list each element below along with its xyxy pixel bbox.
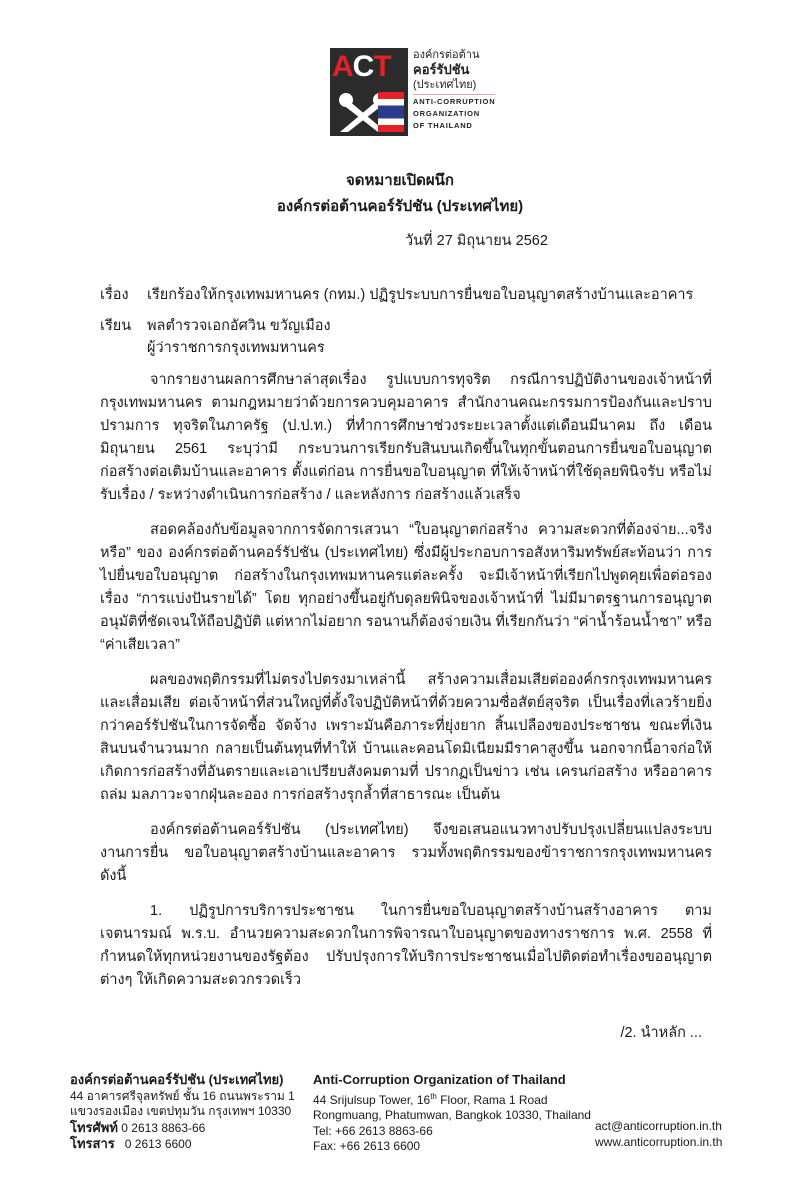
act-logo [330,48,500,136]
paragraph-3-line: ปรากฏเป็นข่าว เช่น เครนก่อสร้าง หรืออาคารถล่ม มลภาวะจากฝุ่นละออง การก่อสร้างรุกล้ำที่สาธารณะ เป็นต้น [100,764,712,803]
letter-date: วันที่ 27 มิถุนายน 2562 [405,233,548,249]
paragraph-5-line: อำนวยความสะดวกในการพิจารณาใบอนุญาตของทางราชการ พ.ศ. 2558 ที่กำหนดให้ทุกหน่วยงานของรัฐต้อง [100,926,713,965]
paragraph-3-line: ผลของพฤติกรรมที่ไม่ตรงไปตรงมาเหล่านี้ สร้างความเสื่อมเสียต่อองค์กรกรุงเทพมหานคร และเสื่อมเสีย [100,672,712,711]
footer-th-address1: 44 อาคารศรีจุลทรัพย์ ชั้น 16 ถนนพระราม 1 [70,1088,295,1103]
footer-en [313,1072,595,1155]
recipient-row [100,315,712,337]
paragraph-5 [100,900,712,992]
logo-mark: ACT [330,48,408,136]
paragraph-2-line: องค์กรต่อต้านคอร์รัปชัน (ประเทศไทย) ซึ่งมีผู้ประกอบการอสังหาริมทรัพย์สะท้อนว่า การไปยื่นขอใบอนุญาต [100,545,712,584]
footer-website[interactable]: www.anticorruption.in.th [595,1134,723,1149]
paragraph-4 [100,819,712,888]
paragraph-4-line: ขอใบอนุญาตสร้างบ้านและอาคาร รวมทั้งพฤติกรรมของข้าราชการกรุงเทพมหานคร ดังนี้ [100,845,713,884]
recipient-label: เรียน [100,318,132,334]
footer-th-address2: แขวงรองเมือง เขตปทุมวัน กรุงเทพฯ 10330 [70,1104,292,1118]
letter-title: จดหมายเปิดผนึก [345,172,455,189]
logo-th-3: (ประเทศไทย) [413,78,495,95]
paragraph-5-line: ปรับปรุงการให้บริการประชาชนเมื่อไปติดต่อทำเรื่องขออนุญาตต่างๆ ให้เกิดความสะดวกรวดเร็ว [100,949,712,988]
footer-contact [595,1072,800,1155]
footer-en-fax: Fax: +66 2613 6600 [313,1139,421,1153]
logo-en-2: ORGANIZATION [413,109,480,118]
letter-body [100,369,712,992]
footer-th-fax: 0 2613 6600 [124,1137,192,1151]
footer-th [70,1072,313,1155]
org-title: องค์กรต่อต้านคอร์รัปชัน (ประเทศไทย) [276,198,524,215]
paragraph-1-line: ทุจริตในภาครัฐ (ป.ป.ท.) ที่ทำการศึกษาช่วงระยะเวลาตั้งแต่เดือนมีนาคม ถึง เดือนมิถุนายน 2561 ระบุว่ามี [100,418,712,457]
continuation-note: /2. นำหลัก ... [620,1025,702,1041]
logo-th-2: คอร์รัปชัน [413,62,470,77]
paragraph-3-line: ต่อเจ้าหน้าที่ส่วนใหญ่ที่ตั้งใจปฏิบัติหน้าที่ด้วยความซื่อสัตย์สุจริต เป็นเรื่องที่เลวร้ายยิ่งกว่าคอร์รัปชันในการจัดซื้อ [100,695,712,734]
paragraph-2-line: รอนานก็ต้องจ่ายเงิน ที่เรียกกันว่า “ค่าน้ำร้อนน้ำชา” หรือ “ค่าเสียเวลา” [100,614,712,653]
recipient-position: ผู้ว่าราชการกรุงเทพมหานคร [147,340,325,356]
paragraph-3-line: จัดจ้าง เพราะมันคือภาระที่ยุ่งยาก สิ้นเปลืองของประชาชน ขณะที่เงินสินบนจำนวนมาก กลายเป็นต้นทุนที่ทำให้ [100,718,712,757]
paragraph-1-line: กรุงเทพมหานคร ตามกฎหมายว่าด้วยการควบคุมอาคาร สำนักงานคณะกรรมการป้องกันและปราบปรามการ [100,395,712,434]
paragraph-2-line: ก่อสร้างในกรุงเทพมหานครแต่ละครั้ง จะมีเจ้าหน้าที่เรียกไปพูดคุยเพื่อต่อรองเรื่อง “การแบ่งปันรายได้” โดย [100,568,712,607]
paragraph-3-line: บ้านและคอนโดมิเนียมมีราคาสูงขึ้น นอกจากนี้อาจก่อให้เกิดการก่อสร้างที่อันตรายและเอาเปรียบสังคมตามที่ [100,741,712,780]
logo-en-3: OF THAILAND [413,121,473,130]
paragraph-1-line: ก่อสร้างแล้วเสร็จ [414,487,521,503]
footer-th-fax-label: โทรสาร [70,1136,115,1151]
paragraph-2-line: สอดคล้องกับข้อมูลจากการจัดการเสวนา “ใบอนุญาตก่อสร้าง ความสะดวกที่ต้องจ่าย...จริงหรือ” ของ [100,522,712,561]
footer-th-tel-label: โทรศัพท์ [70,1119,118,1135]
logo-th-1: องค์กรต่อต้าน [413,49,480,61]
paragraph-1-line: กระบวนการเรียกรับสินบนเกิดขึ้นในทุกขั้นตอนการยื่นขอใบอนุญาตก่อสร้างต่อเติมบ้านและอาคาร ตั้งแต่ก่อน [100,441,712,480]
logo-en-1: ANTI-CORRUPTION [413,97,496,106]
paragraph-2-line: ทุกอย่างขึ้นอยู่กับดุลยพินิจของเจ้าหน้าที่ ไม่มีมาตรฐานการอนุญาตอนุมัติที่ชัดเจนให้ถือปฏิบัติ แต่หากไม่อยาก [100,591,712,630]
footer-en-name: Anti-Corruption Organization of Thailand [313,1072,566,1087]
footer-en-address2: Rongmuang, Phatumwan, Bangkok 10330, Thailand [313,1108,591,1122]
paragraph-2 [100,519,712,657]
footer [70,1072,800,1155]
subject-text: เรียกร้องให้กรุงเทพมหานคร (กทม.) ปฏิรูประบบการยื่นขอใบอนุญาตสร้างบ้านและอาคาร [147,287,694,303]
thai-flag-icon [378,92,404,132]
paragraph-3 [100,669,712,807]
footer-th-tel: 0 2613 8863-66 [121,1120,206,1135]
footer-email[interactable]: act@anticorruption.in.th [595,1119,722,1133]
paragraph-1 [100,369,712,507]
footer-en-tel: Tel: +66 2613 8863-66 [313,1123,433,1138]
subject-label: เรื่อง [100,287,129,303]
footer-th-name: องค์กรต่อต้านคอร์รัปชัน (ประเทศไทย) [70,1072,284,1087]
subject-row [100,284,712,306]
paragraph-1-line: การยื่นขอใบอนุญาต ที่ให้เจ้าหน้าที่ใช้ดุลยพินิจรับ หรือไม่รับเรื่อง / ระหว่างดำเนินการก่อสร้าง / และหลังการ [100,464,712,503]
paragraph-1-line: จากรายงานผลการศึกษาล่าสุดเรื่อง รูปแบบการทุจริต กรณีการปฏิบัติงานของเจ้าหน้าที่ [150,372,712,388]
recipient-name: พลตำรวจเอกอัศวิน ขวัญเมือง [147,318,331,334]
paragraph-4-line: องค์กรต่อต้านคอร์รัปชัน (ประเทศไทย) จึงขอเสนอแนวทางปรับปรุงเปลี่ยนแปลงระบบงานการยื่น [100,822,712,861]
paragraph-5-line: 1. ปฏิรูปการบริการประชาชน ในการยื่นขอใบอนุญาตสร้างบ้านสร้างอาคาร ตามเจตนารมณ์ พ.ร.บ. [100,903,712,942]
footer-en-address1: 44 Srijulsup Tower, 16th Floor, Rama 1 Road [313,1091,548,1107]
